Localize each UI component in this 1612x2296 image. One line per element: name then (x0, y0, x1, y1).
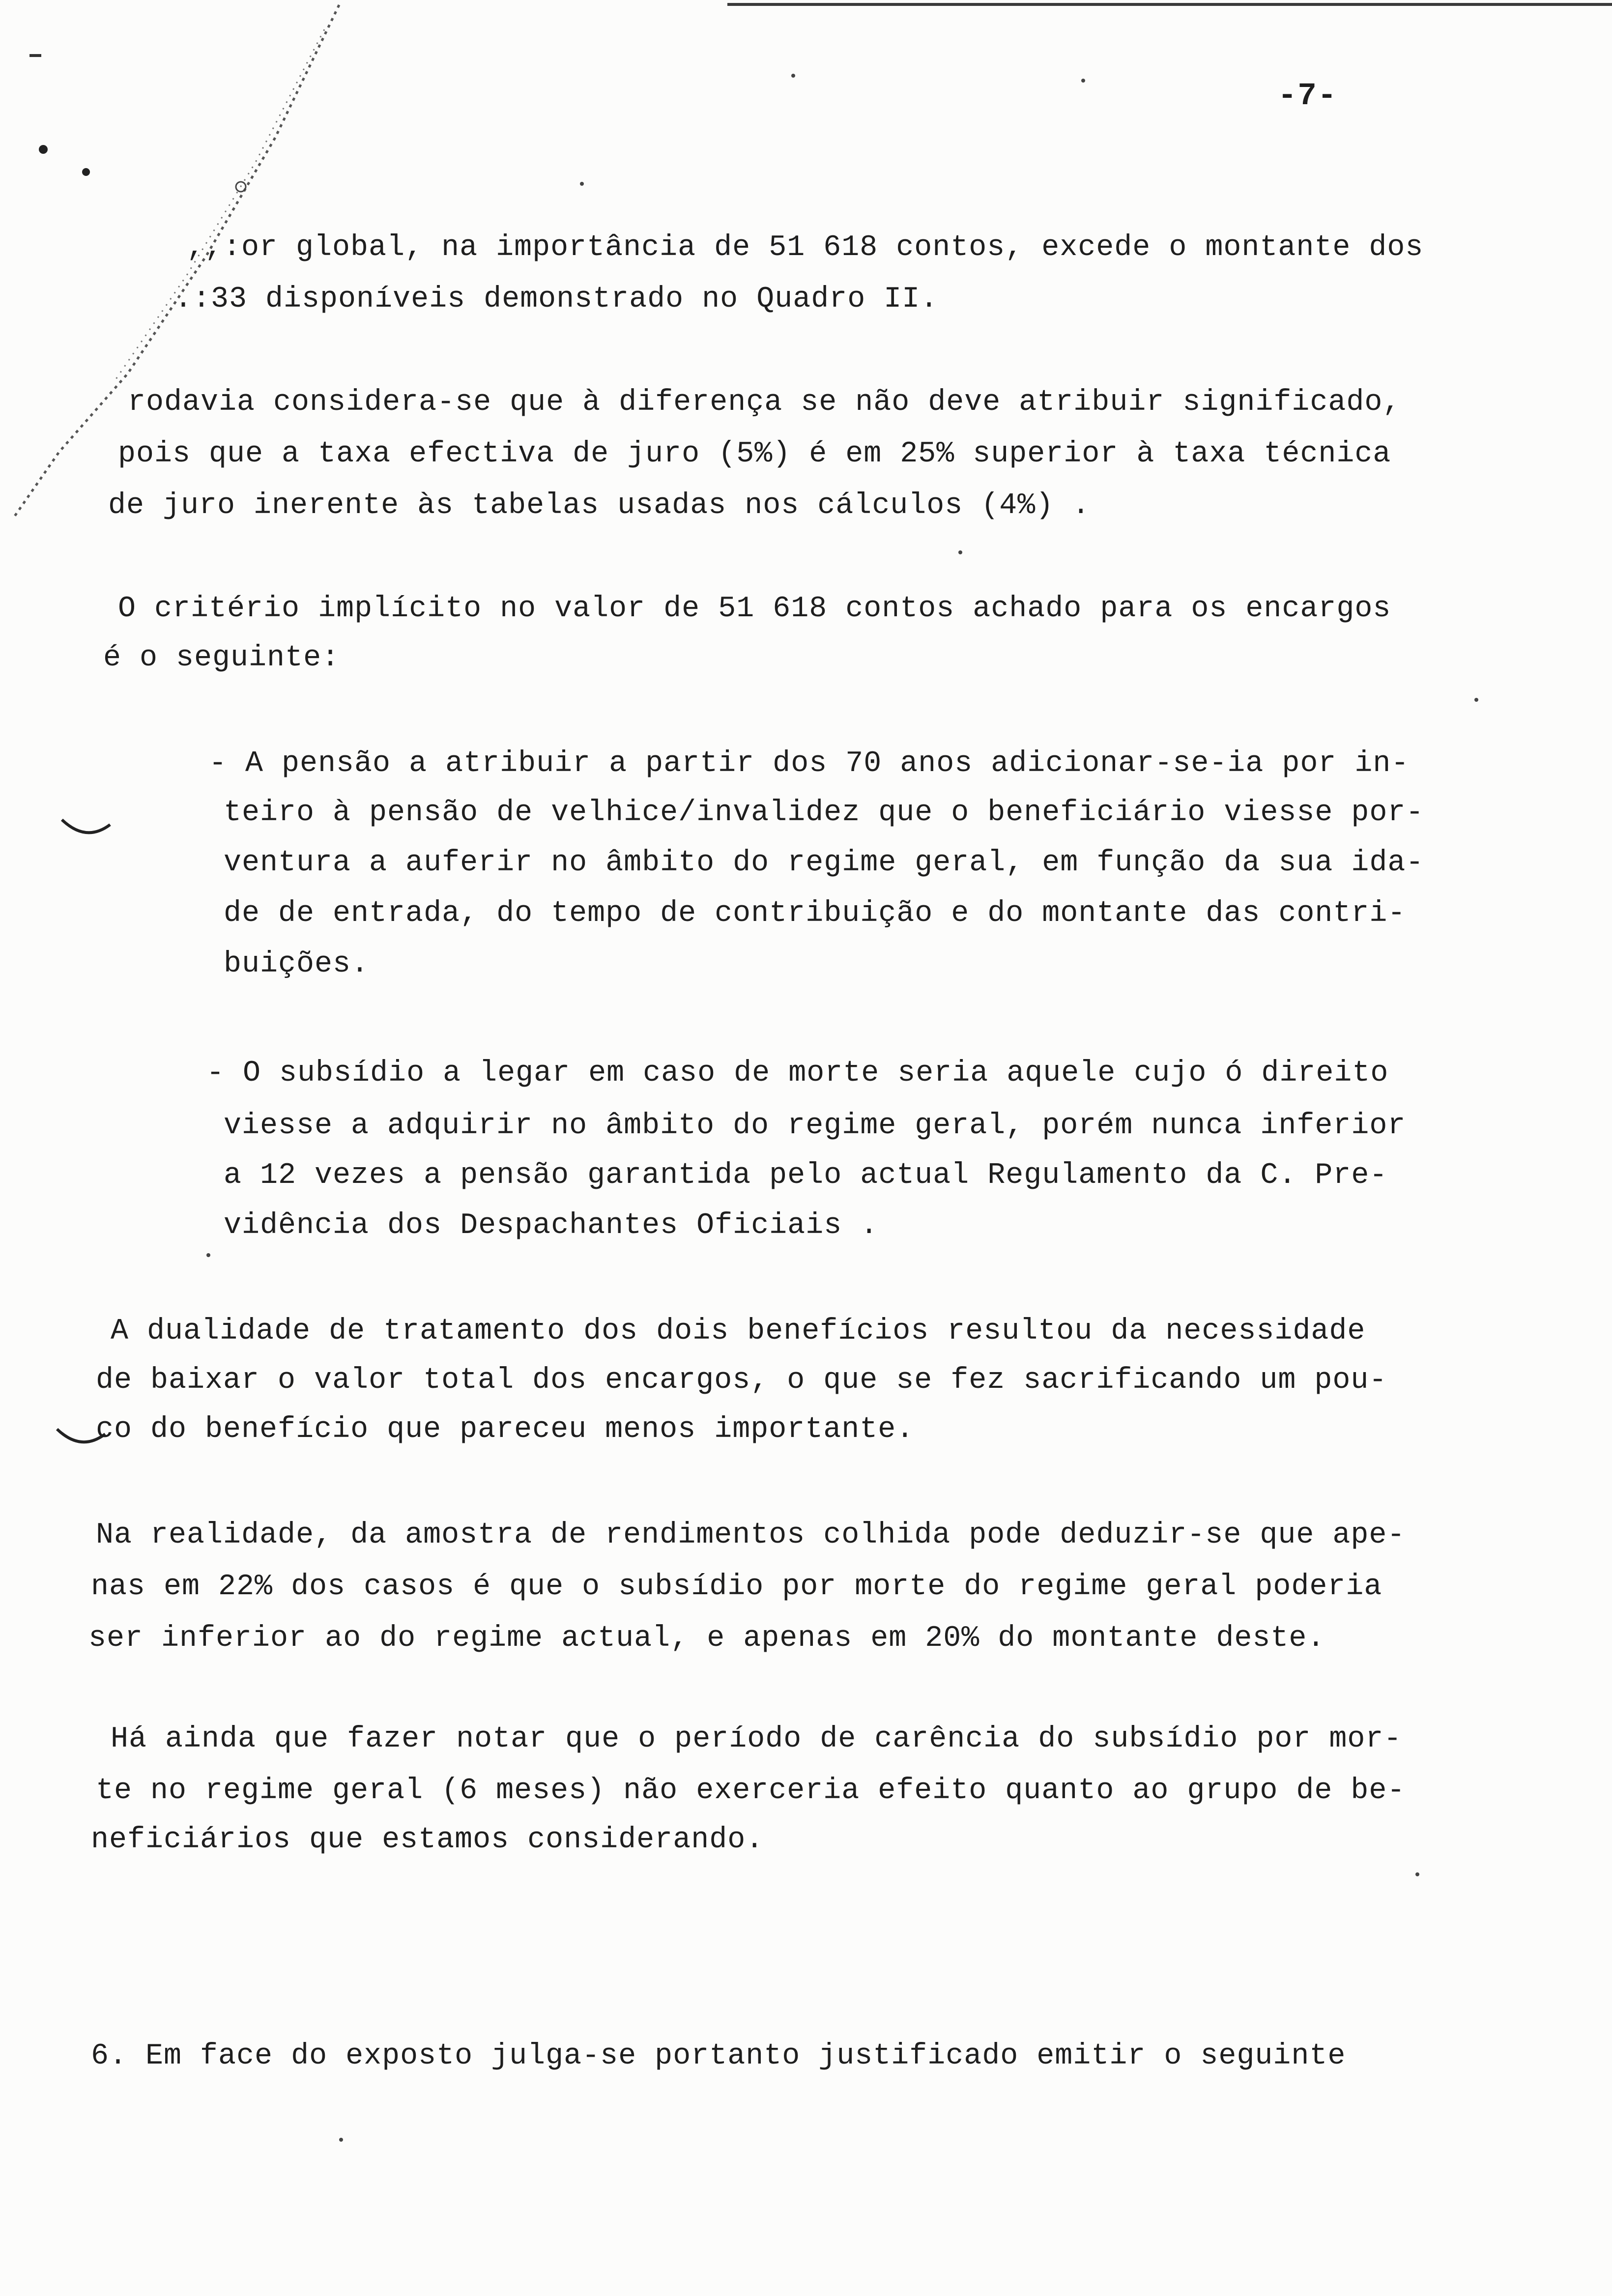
text-line: neficiários que estamos considerando. (91, 1823, 764, 1857)
speck (339, 2138, 343, 2142)
speck (580, 182, 584, 186)
speck (1415, 1872, 1419, 1876)
text-line: A dualidade de tratamento dos dois benefícios resultou da necessidade (111, 1315, 1366, 1348)
text-line: de baixar o valor total dos encargos, o que se fez sacrificando um pou- (96, 1364, 1387, 1397)
list-item-line: a 12 vezes a pensão garantida pelo actual Regulamento da C. Pre- (224, 1159, 1388, 1192)
numbered-paragraph-line: 6. Em face do exposto julga-se portanto justificado emitir o seguinte (91, 2039, 1346, 2073)
list-item-line: viesse a adquirir no âmbito do regime geral, porém nunca inferior (224, 1109, 1406, 1143)
text-line: .:33 disponíveis demonstrado no Quadro II. (174, 283, 939, 316)
text-line: Há ainda que fazer notar que o período de carência do subsídio por mor- (111, 1722, 1402, 1756)
text-line: é o seguinte: (103, 641, 340, 675)
page-number: -7- (1278, 79, 1338, 114)
list-item-line: vidência dos Despachantes Oficiais . (224, 1209, 879, 1242)
list-item-line: teiro à pensão de velhice/invalidez que o beneficiário viesse por- (224, 796, 1424, 830)
margin-curve-mark (59, 816, 113, 845)
text-line: ,,:or global, na importância de 51 618 contos, excede o montante dos (187, 231, 1424, 264)
text-line: pois que a taxa efectiva de juro (5%) é em 25% superior à taxa técnica (118, 437, 1391, 471)
text-line: Na realidade, da amostra de rendimentos colhida pode deduzir-se que ape- (96, 1519, 1406, 1552)
text-line: O critério implícito no valor de 51 618 contos achado para os encargos (118, 592, 1391, 626)
text-line: de juro inerente às tabelas usadas nos cálculos (4%) . (108, 489, 1091, 522)
text-line: te no regime geral (6 meses) não exerceria efeito quanto ao grupo de be- (96, 1774, 1406, 1808)
speck (206, 1253, 210, 1257)
list-item-line: buições. (224, 947, 370, 981)
list-item-line: - A pensão a atribuir a partir dos 70 anos adicionar-se-ia por in- (209, 747, 1410, 780)
list-item-line: - O subsídio a legar em caso de morte seria aquele cujo ó direito (206, 1057, 1389, 1090)
text-line: nas em 22% dos casos é que o subsídio por morte do regime geral poderia (91, 1570, 1382, 1604)
list-item-line: de de entrada, do tempo de contribuição e do montante das contri- (224, 897, 1406, 930)
text-line: co do benefício que pareceu menos importante. (96, 1413, 915, 1446)
text-line: ser inferior ao do regime actual, e apenas em 20% do montante deste. (88, 1622, 1325, 1655)
speck (1081, 79, 1085, 83)
text-line: rodavia considera-se que à diferença se não deve atribuir significado, (128, 386, 1401, 419)
speck (958, 550, 962, 554)
top-edge-rule (727, 3, 1612, 6)
speck (1474, 698, 1478, 702)
list-item-line: ventura a auferir no âmbito do regime geral, em função da sua ida- (224, 846, 1424, 880)
speck (791, 74, 795, 78)
